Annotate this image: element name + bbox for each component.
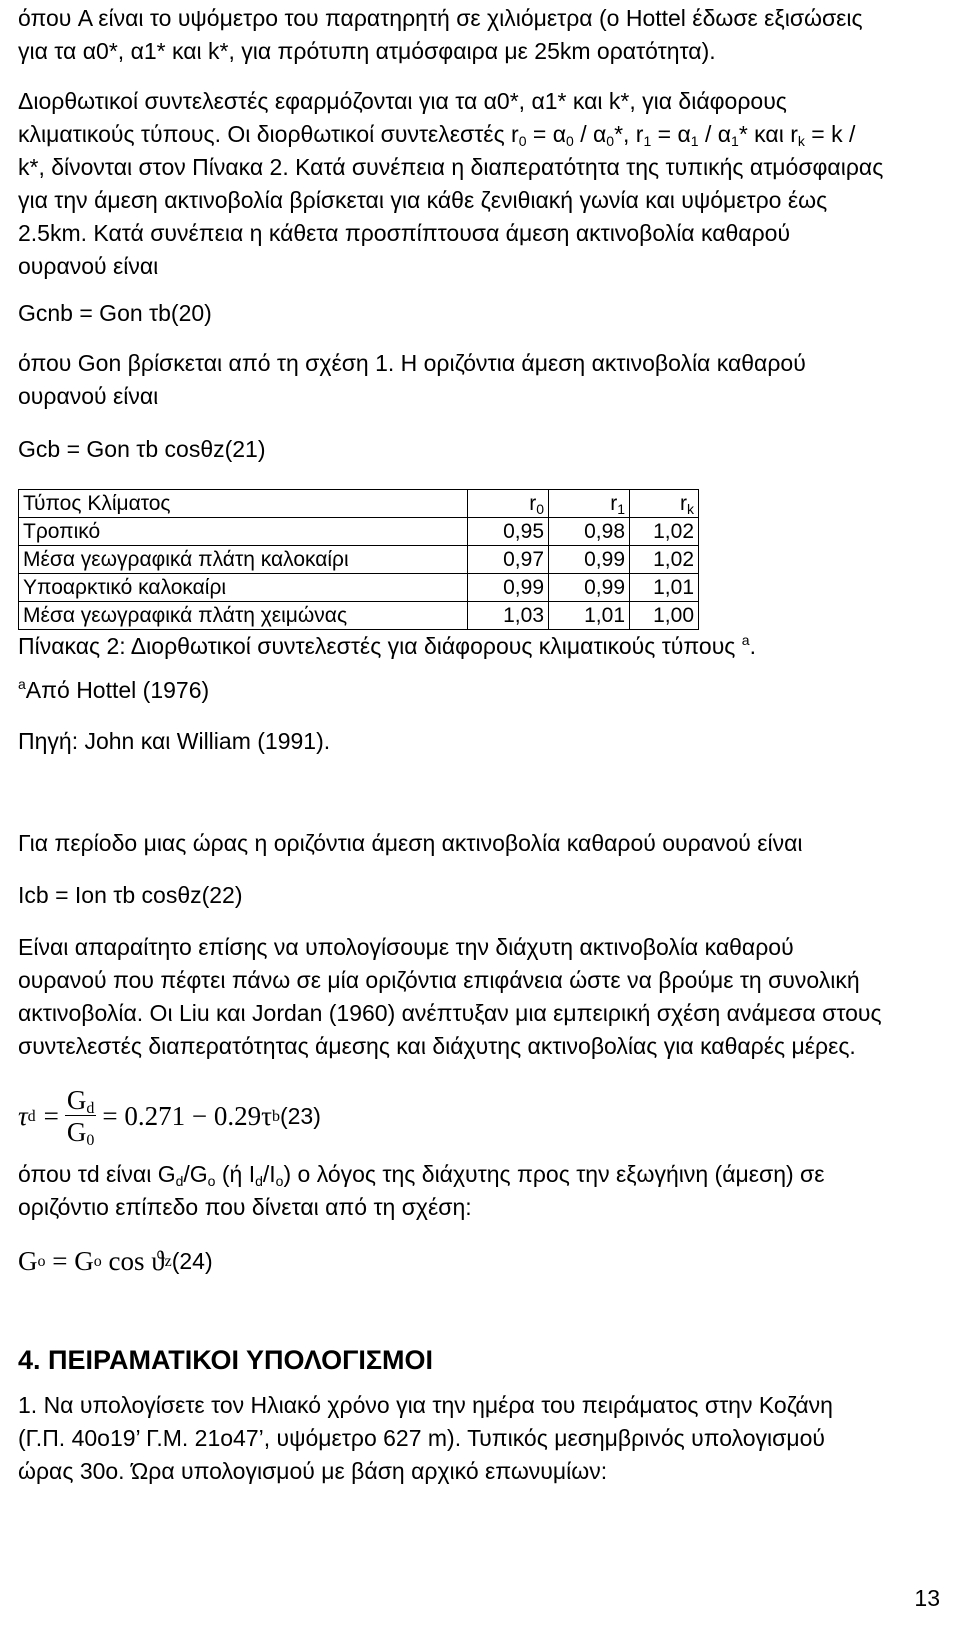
text-span: *, r — [614, 121, 644, 147]
text-line: Για περίοδο μιας ώρας η οριζόντια άμεση ακτινοβολία καθαρού ουρανού είναι — [18, 830, 803, 856]
text-span: r — [680, 492, 687, 515]
subscript: o — [275, 1173, 284, 1189]
text-span: r — [610, 492, 618, 515]
table-block — [18, 489, 940, 663]
climate-table — [18, 489, 699, 630]
table-cell: 0,99 — [468, 574, 549, 602]
subscript: o — [207, 1173, 216, 1189]
subscript: d — [175, 1173, 184, 1189]
footnote-text — [18, 674, 940, 707]
fraction — [65, 1085, 97, 1148]
text-line: για τα α0*, α1* και k*, για πρότυπη ατμόσφαιρα με 25km ορατότητα). — [18, 38, 716, 64]
subscript: 0 — [86, 1132, 95, 1149]
equation-text: Gcb = Gon τb cosθz(21) — [18, 436, 266, 462]
table-row — [19, 574, 699, 602]
paragraph-hourly — [18, 827, 940, 860]
text-span: /I — [262, 1161, 276, 1187]
table-cell: 0,99 — [549, 574, 630, 602]
equation-23-row: τ d = $\frac{G_d}{G_0}$ = 0.271 − 0.29τ b (23) — [18, 1085, 321, 1149]
equation-24-row: G o = G o cos ϑ z (24) — [18, 1246, 213, 1276]
text-span: * και r — [738, 121, 798, 147]
section-heading-block — [18, 1345, 940, 1376]
subscript: 1 — [690, 133, 699, 149]
superscript: a — [741, 632, 750, 648]
math-symbol: τ — [18, 1101, 28, 1131]
table-cell: 1,02 — [630, 518, 699, 546]
text-line: όπου A είναι το υψόμετρο του παρατηρητή σε χιλιόμετρα (ο Hottel έδωσε εξισώσεις — [18, 5, 863, 31]
table-cell: 0,97 — [468, 546, 549, 574]
text-line: συντελεστές διαπερατότητας άμεσης και διάχυτης ακτινοβολίας για καθαρές μέρες. — [18, 1033, 856, 1059]
paragraph-ratio — [18, 1158, 940, 1224]
table-cell: 1,00 — [630, 602, 699, 630]
table-header-cell: Τύπος Κλίματος — [19, 490, 468, 518]
page-number: 13 — [914, 1585, 940, 1611]
equation-label: (23) — [279, 1103, 321, 1129]
text-line: ώρας 30ο. Ώρα υπολογισμού με βάση αρχικό επωνυμίων: — [18, 1458, 608, 1484]
table-cell: 0,99 — [549, 546, 630, 574]
paragraph-task — [18, 1389, 940, 1488]
math-symbol: G — [18, 1246, 38, 1276]
text-span: r — [529, 492, 537, 515]
paragraph-horizontal — [18, 347, 940, 413]
text-line: ουρανού είναι — [18, 383, 159, 409]
source-text: Πηγή: John και William (1991). — [18, 728, 331, 754]
text-span: κλιματικούς τύπους. Οι διορθωτικοί συντελεστές r — [18, 121, 519, 147]
math-symbol: G — [66, 1117, 87, 1147]
subscript: k — [687, 501, 694, 517]
math-expression: = G — [45, 1246, 94, 1276]
table-row — [19, 602, 699, 630]
subscript: k — [797, 133, 805, 149]
equation-20 — [18, 297, 940, 330]
table-header-cell — [630, 490, 699, 518]
table-caption — [18, 630, 940, 663]
subscript: 0 — [606, 133, 615, 149]
subscript: 1 — [643, 133, 652, 149]
table-cell: 1,01 — [630, 574, 699, 602]
footnote — [18, 674, 940, 707]
text-line — [18, 118, 940, 151]
text-line: Διορθωτικοί συντελεστές εφαρμόζονται για τα α0*, α1* και k*, για διάφορους — [18, 88, 787, 114]
text-line: ουρανού που πέφτει πάνω σε μία οριζόντια επιφάνεια ώστε να βρούμε τη συνολική — [18, 967, 860, 993]
math-expression: = 0.271 − 0.29τ — [102, 1101, 272, 1131]
text-line: όπου Gon βρίσκεται από τη σχέση 1. Η οριζόντια άμεση ακτινοβολία καθαρού — [18, 350, 806, 376]
math-expression: cos ϑ — [101, 1246, 165, 1276]
text-span: (ή I — [215, 1161, 256, 1187]
equation-23 — [18, 1085, 940, 1148]
text-line: 1. Να υπολογίσετε τον Ηλιακό χρόνο για την ημέρα του πειράματος στην Κοζάνη — [18, 1392, 833, 1418]
text-span: όπου τd είναι G — [18, 1161, 176, 1187]
fraction-numerator — [65, 1085, 97, 1116]
table-cell: 1,02 — [630, 546, 699, 574]
text-line: 2.5km. Κατά συνέπεια η κάθετα προσπίπτουσα άμεση ακτινοβολία καθαρού — [18, 220, 791, 246]
table-cell: Μέσα γεωγραφικά πλάτη χειμώνας — [19, 602, 468, 630]
table-header-cell — [549, 490, 630, 518]
subscript: d — [255, 1173, 263, 1189]
equation-label: (24) — [171, 1248, 213, 1274]
table-cell: 1,03 — [468, 602, 549, 630]
subscript: 0 — [566, 133, 574, 149]
paragraph-diffuse — [18, 931, 940, 1063]
table-cell: Τροπικό — [19, 518, 468, 546]
math-symbol: G — [66, 1085, 87, 1115]
text-span: = α — [526, 121, 567, 147]
table-cell: Υποαρκτικό καλοκαίρι — [19, 574, 468, 602]
superscript: a — [18, 676, 26, 692]
text-span: . — [749, 633, 756, 659]
subscript: d — [86, 1100, 95, 1117]
paragraph-altitude — [18, 2, 940, 68]
table-row — [19, 546, 699, 574]
source-line — [18, 725, 940, 758]
text-span: / α — [573, 121, 607, 147]
table-header-row — [19, 490, 699, 518]
equation-21 — [18, 433, 940, 466]
subscript: 0 — [536, 501, 544, 517]
text-line: οριζόντιο επίπεδο που δίνεται από τη σχέση: — [18, 1194, 472, 1220]
paragraph-corrections — [18, 85, 940, 283]
text-span: = k / — [804, 121, 856, 147]
equation-text: Icb = Ion τb cosθz(22) — [18, 882, 243, 908]
text-line: k*, δίνονται στον Πίνακα 2. Κατά συνέπεια η διαπερατότητα της τυπικής ατμόσφαιρας — [18, 154, 884, 180]
text-line: Είναι απαραίτητο επίσης να υπολογίσουμε την διάχυτη ακτινοβολία καθαρού — [18, 934, 794, 960]
text-span: ) ο λόγος της διάχυτης προς την εξωγήινη (άμεση) σε — [283, 1161, 825, 1187]
text-span: /G — [183, 1161, 208, 1187]
table-cell: 1,01 — [549, 602, 630, 630]
subscript: 1 — [617, 501, 625, 517]
subscript: 0 — [518, 133, 527, 149]
table-header-cell — [468, 490, 549, 518]
table-cell: Μέσα γεωγραφικά πλάτη καλοκαίρι — [19, 546, 468, 574]
equation-24 — [18, 1246, 940, 1277]
text-line: ακτινοβολία. Οι Liu και Jordan (1960) ανέπτυξαν μια εμπειρική σχέση ανάμεσα στους — [18, 1000, 882, 1026]
text-line: ουρανού είναι — [18, 253, 159, 279]
text-span: Από Hottel (1976) — [25, 677, 210, 703]
text-span: / α — [698, 121, 732, 147]
equation-text: Gcnb = Gon τb(20) — [18, 300, 212, 326]
subscript: 1 — [731, 133, 739, 149]
section-heading: 4. ΠΕΙΡΑΜΑΤΙΚΟΙ ΥΠΟΛΟΓΙΣΜΟΙ — [18, 1345, 434, 1375]
table-row — [19, 518, 699, 546]
equation-22 — [18, 879, 940, 912]
fraction-denominator — [65, 1116, 97, 1148]
table-cell: 0,95 — [468, 518, 549, 546]
text-span: Πίνακας 2: Διορθωτικοί συντελεστές για διάφορους κλιματικούς τύπους — [18, 633, 742, 659]
text-line — [18, 1158, 940, 1191]
text-line: (Γ.Π. 40ο19’ Γ.Μ. 21ο47’, υψόμετρο 627 m). Τυπικός μεσημβρινός υπολογισμού — [18, 1425, 825, 1451]
text-span: = α — [651, 121, 691, 147]
text-line: για την άμεση ακτινοβολία βρίσκεται για κάθε ζενιθιακή γωνία και υψόμετρο έως — [18, 187, 828, 213]
table-cell: 0,98 — [549, 518, 630, 546]
equals-sign: = — [43, 1101, 59, 1131]
